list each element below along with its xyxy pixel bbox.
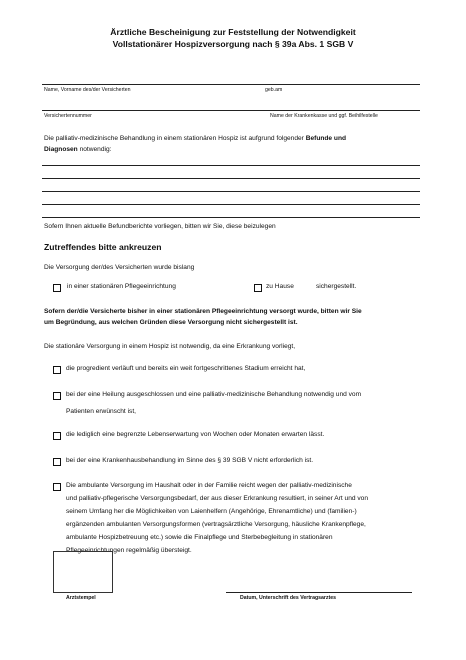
criterion-5-line-5: ambulante Hospizbetreuung etc.) sowie die Finalpflege und Sterbebegleitung in stationären — [66, 534, 333, 541]
diagnosis-intro-text: Die palliativ-medizinische Behandlung in einem stationären Hospiz ist aufgrund folgender — [44, 135, 304, 142]
diagnosis-line-3[interactable] — [42, 191, 420, 192]
diagnosis-line-5[interactable] — [42, 217, 420, 218]
criterion-4-line-1: bei der eine Krankenhausbehandlung im Sinne des § 39 SGB V nicht erforderlich ist. — [66, 457, 314, 464]
diagnosis-intro-2 — [44, 144, 111, 155]
diagnosis-line-4[interactable] — [42, 204, 420, 205]
stationary-note-line1: Sofern der/die Versicherte bisher in einer stationären Pflegeeinrichtung versorgt wurde, bitten wir Sie — [44, 308, 362, 315]
criterion-5-line-4: ergänzenden ambulanten Versorgungsformen (vertragsärztliche Versorgung, häusliche Krankenpflege, — [66, 521, 366, 528]
necessity-intro: Die stationäre Versorgung in einem Hospiz ist notwendig, da eine Erkrankung vorliegt, — [44, 343, 296, 350]
diagnosis-end: notwendig: — [79, 146, 112, 153]
diagnosis-intro-bold: Befunde und — [305, 135, 347, 142]
signature-line[interactable] — [226, 592, 412, 593]
insurance-label: Name der Krankenkasse und ggf. Beihilfestelle — [270, 113, 378, 119]
reports-note: Sofern Ihnen aktuelle Befundberichte vorliegen, bitten wir Sie, diese beizulegen — [44, 223, 276, 230]
dob-field-label: geb.am — [265, 87, 283, 93]
checkbox-criterion-4[interactable] — [53, 458, 61, 466]
signature-label: Datum, Unterschrift des Vertragsarztes — [240, 595, 337, 601]
criterion-3-line-1: die lediglich eine begrenzte Lebenserwartung von Wochen oder Monaten erwarten lässt. — [66, 431, 325, 438]
diagnosis-intro — [44, 133, 424, 144]
stationary-note-line2: um Begründung, aus welchen Gründen diese Versorgung nicht sichergestellt ist. — [44, 319, 298, 326]
criterion-1-line-1: die progredient verläuft und bereits ein weit fortgeschrittenes Stadium erreicht hat, — [66, 365, 306, 372]
name-field-label: Name, Vorname des/der Versicherten — [44, 87, 131, 93]
criterion-5-line-6: Pflegeeinrichtungen regelmäßig übersteigt. — [66, 547, 192, 554]
checkbox-criterion-3[interactable] — [53, 432, 61, 440]
name-dob-line[interactable] — [42, 84, 420, 85]
checkbox-criterion-5[interactable] — [53, 483, 61, 491]
checkbox-criterion-1[interactable] — [53, 366, 61, 374]
option-home-care: zu Hause — [266, 283, 294, 290]
care-question: Die Versorgung der/des Versicherten wurde bislang — [44, 264, 195, 271]
checkbox-criterion-2[interactable] — [53, 392, 61, 400]
doctor-stamp-label: Arztstempel — [66, 595, 96, 601]
criterion-5-line-2: und palliativ-pflegerische Versorgungsbedarf, der aus dieser Erkrankung resultiert, in seiner Art und von — [66, 495, 369, 502]
diagnosis-bold: Diagnosen — [44, 146, 78, 153]
diagnosis-line-2[interactable] — [42, 178, 420, 179]
form-title-line1: Ärztliche Bescheinigung zur Feststellung der Notwendigkeit — [110, 27, 356, 37]
criterion-5-line-1: Die ambulante Versorgung im Haushalt oder in der Familie reicht wegen der palliativ-medizinische — [66, 482, 352, 489]
insurance-line[interactable] — [42, 110, 420, 111]
insured-number-label: Versichertennummer — [44, 113, 92, 119]
checkbox-stationary-care[interactable] — [53, 284, 61, 292]
checkbox-home-care[interactable] — [254, 284, 262, 292]
option-secured: sichergestellt. — [316, 283, 357, 290]
criterion-2-line-1: bei der eine Heilung ausgeschlossen und eine palliativ-medizinische Behandlung notwendig und vom — [66, 391, 362, 398]
form-title-line2: Vollstationärer Hospizversorgung nach § 39a Abs. 1 SGB V — [112, 39, 354, 49]
option-stationary-care: in einer stationären Pflegeeinrichtung — [67, 283, 176, 290]
criterion-5-line-3: seinem Umfang her die Möglichkeiten von Laienhelfern (Angehörige, Ehrenamtliche) und (familien-) — [66, 508, 357, 515]
doctor-stamp-box[interactable] — [53, 551, 113, 593]
diagnosis-line-1[interactable] — [42, 165, 420, 166]
criterion-2-line-2: Patienten erwünscht ist, — [66, 408, 137, 415]
section-heading: Zutreffendes bitte ankreuzen — [44, 242, 162, 252]
